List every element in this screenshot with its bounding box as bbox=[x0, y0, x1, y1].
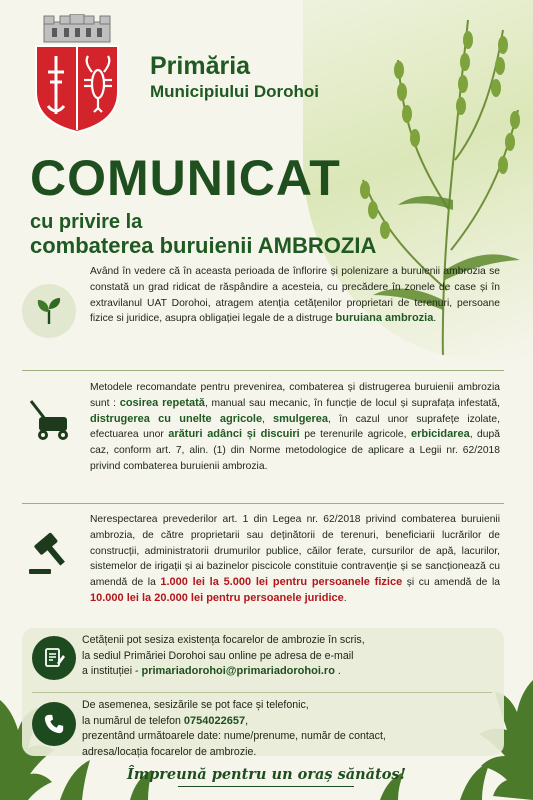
slogan-underline bbox=[178, 786, 354, 787]
highlighted-text: distrugerea cu unelte agricole bbox=[90, 412, 263, 425]
highlighted-text: smulgerea bbox=[273, 412, 329, 425]
heading-line-2: combaterea buruienii AMBROZIA bbox=[30, 233, 377, 258]
document-heading: COMUNICAT bbox=[30, 150, 341, 206]
body-text: și cu amendă de la bbox=[402, 577, 500, 589]
highlighted-text: arături adânci și discuiri bbox=[168, 428, 300, 441]
contact-written-line-2: la sediul Primăriei Dorohoi sau online pe adresa de e-mail bbox=[82, 649, 354, 662]
plant-sprout-icon bbox=[22, 284, 76, 338]
section-divider bbox=[22, 370, 504, 371]
document-edit-icon bbox=[32, 636, 76, 680]
contact-phone-line-3: prezentând următoarele date: nume/prenume, număr de contact, bbox=[82, 730, 386, 742]
institution-title: Primăria bbox=[150, 52, 251, 80]
highlighted-text: buruiana ambrozia bbox=[335, 312, 434, 325]
section-text-methods bbox=[90, 380, 500, 475]
body-text: Nerespectarea prevederilor art. 1 din Legea nr. 62/2018 privind combaterea buruienii ambrozia, de către proprietarii sau deținătorii de terenuri, beneficiarii lucrărilor de construcții, administratorii drumurilor publice, căilor ferate, cursurilor de apă, lacurilor, sistemelor de irigații și ai bazinelor piscicole constituie contravenție și se sancționează cu amendă de la bbox=[90, 514, 500, 589]
contact-written-line-3-prefix: a instituției - bbox=[82, 665, 142, 677]
highlighted-text: 10.000 lei la 20.000 lei pentru persoanele juridice bbox=[90, 591, 344, 604]
section-text-context bbox=[90, 264, 500, 327]
contact-divider bbox=[32, 692, 492, 693]
body-text: , după caz, conform art. 7, alin. (1) din Norme metodologice de aplicare a Legii nr. 62/2018 privind combaterea buruienii ambrozia. bbox=[90, 429, 500, 472]
body-text: , bbox=[262, 413, 274, 425]
section-penalties bbox=[22, 512, 502, 622]
section-context bbox=[22, 264, 502, 364]
heading-line-1: cu privire la bbox=[30, 211, 143, 233]
gavel-icon bbox=[22, 526, 76, 580]
contact-phone-number[interactable]: 0754022657 bbox=[183, 714, 246, 727]
contact-phone-line-2 bbox=[82, 714, 492, 730]
body-text: Având în vedere că în aceasta perioada de înflorire și polenizare a buruienii ambrozia se constată un grad ridicat de răspândire a acesteia, cu precădere în zonele de case și în extravilanul UAT Dorohoi, atragem atenția cetățenilor proprietari de terenuri, persoane fizice si juridice, asupra obligației legale de a distruge bbox=[90, 266, 500, 325]
contact-phone-line-1: De asemenea, sesizările se pot face și telefonic, bbox=[82, 699, 309, 711]
body-text: , manual sau mecanic, în funcție de locul și suprafața infestată, bbox=[204, 397, 500, 409]
contact-email-link[interactable]: primariadorohoi@primariadorohoi.ro bbox=[141, 665, 335, 677]
section-text-penalties bbox=[90, 512, 500, 607]
body-text: , în cazul unor suprafețe izolate, efectuarea unor bbox=[90, 413, 500, 441]
institution-subtitle: Municipiului Dorohoi bbox=[150, 82, 320, 101]
institution-name bbox=[150, 52, 319, 104]
phone-icon bbox=[32, 702, 76, 746]
body-text: . bbox=[343, 592, 347, 604]
contact-written-line-3-suffix: . bbox=[334, 665, 341, 677]
contact-written-line-3 bbox=[82, 664, 492, 680]
contact-box bbox=[22, 628, 504, 756]
contact-phone-line-2-suffix: , bbox=[245, 714, 249, 727]
contact-phone-line-4: adresa/locația focarelor de ambrozie. bbox=[82, 745, 257, 758]
contact-written-line-1: Cetățenii pot sesiza existența focarelor de ambrozie în scris, bbox=[82, 634, 365, 646]
section-divider bbox=[22, 503, 504, 504]
lawn-mower-icon bbox=[22, 394, 76, 448]
body-text: pe terenurile agricole, bbox=[299, 429, 411, 441]
section-methods bbox=[22, 380, 502, 495]
slogan: Împreună pentru un oraș sănătos! bbox=[127, 766, 406, 783]
highlighted-text: 1.000 lei la 5.000 lei pentru persoanele fizice bbox=[160, 576, 403, 589]
dorohoi-coat-of-arms bbox=[30, 14, 124, 134]
contact-written bbox=[82, 633, 492, 680]
body-text: . bbox=[433, 313, 437, 325]
highlighted-text: cosirea repetată bbox=[119, 396, 205, 409]
contact-phone bbox=[82, 698, 492, 760]
body-text: Metodele recomandate pentru prevenirea, combaterea și distrugerea buruienii ambrozia sunt : bbox=[90, 382, 500, 409]
highlighted-text: erbicidarea bbox=[411, 428, 470, 441]
contact-phone-line-2-prefix: la numărul de telefon bbox=[82, 714, 184, 727]
